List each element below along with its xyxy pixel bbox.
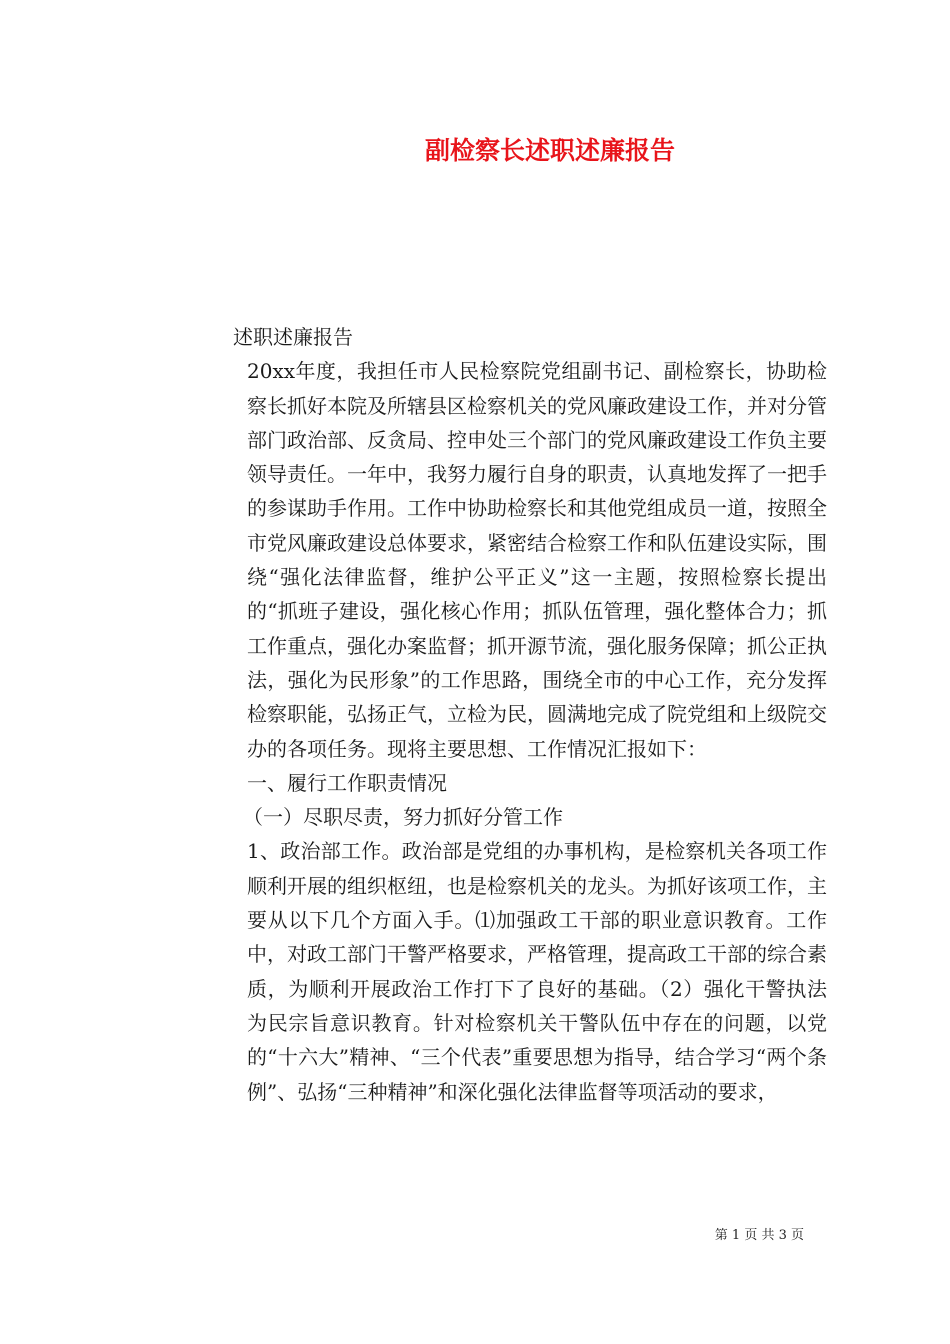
document-body	[147, 320, 827, 1109]
subsection-heading-1: （一）尽职尽责，努力抓好分管工作	[243, 805, 563, 830]
subtitle: 述职述廉报告	[233, 325, 353, 349]
paragraph-political-department: 1、政治部工作。政治部是党组的办事机构，是检察机关各项工作顺利开展的组织枢纽，也是检察机关的龙头。为抓好该项工作，主要从以下几个方面入手。⑴加强政工干部的职业意识教育。工作中，对政工部门干警严格要求，严格管理，提高政工干部的综合素质，为顺利开展政治工作打下了良好的基础。（2）强化干警执法为民宗旨意识教育。针对检察机关干警队伍中存在的问题，以党的“十六大”精神、“三个代表”重要思想为指导，结合学习“两个条例”、弘扬“三种精神”和深化强化法律监督等项活动的要求，	[247, 839, 827, 1104]
section-heading-1: 一、履行工作职责情况	[247, 770, 447, 795]
document-title: 副检察长述职述廉报告	[424, 136, 675, 165]
paragraph-intro: 20xx年度，我担任市人民检察院党组副书记、副检察长，协助检察长抓好本院及所辖县区检察机关的党风廉政建设工作，并对分管部门政治部、反贪局、控申处三个部门的党风廉政建设工作负主要领导责任。一年中，我努力履行自身的职责，认真地发挥了一把手的参谋助手作用。工作中协助检察长和其他党组成员一道，按照全市党风廉政建设总体要求，紧密结合检察工作和队伍建设实际，围绕“强化法律监督，维护公平正义”这一主题，按照检察长提出的“抓班子建设，强化核心作用；抓队伍管理，强化整体合力；抓工作重点，强化办案监督；抓开源节流，强化服务保障；抓公正执法，强化为民形象”的工作思路，围绕全市的中心工作，充分发挥检察职能，弘扬正气，立检为民，圆满地完成了院党组和上级院交办的各项任务。现将主要思想、工作情况汇报如下：	[247, 359, 827, 761]
page-indicator: 第 1 页 共 3 页	[714, 1228, 804, 1243]
